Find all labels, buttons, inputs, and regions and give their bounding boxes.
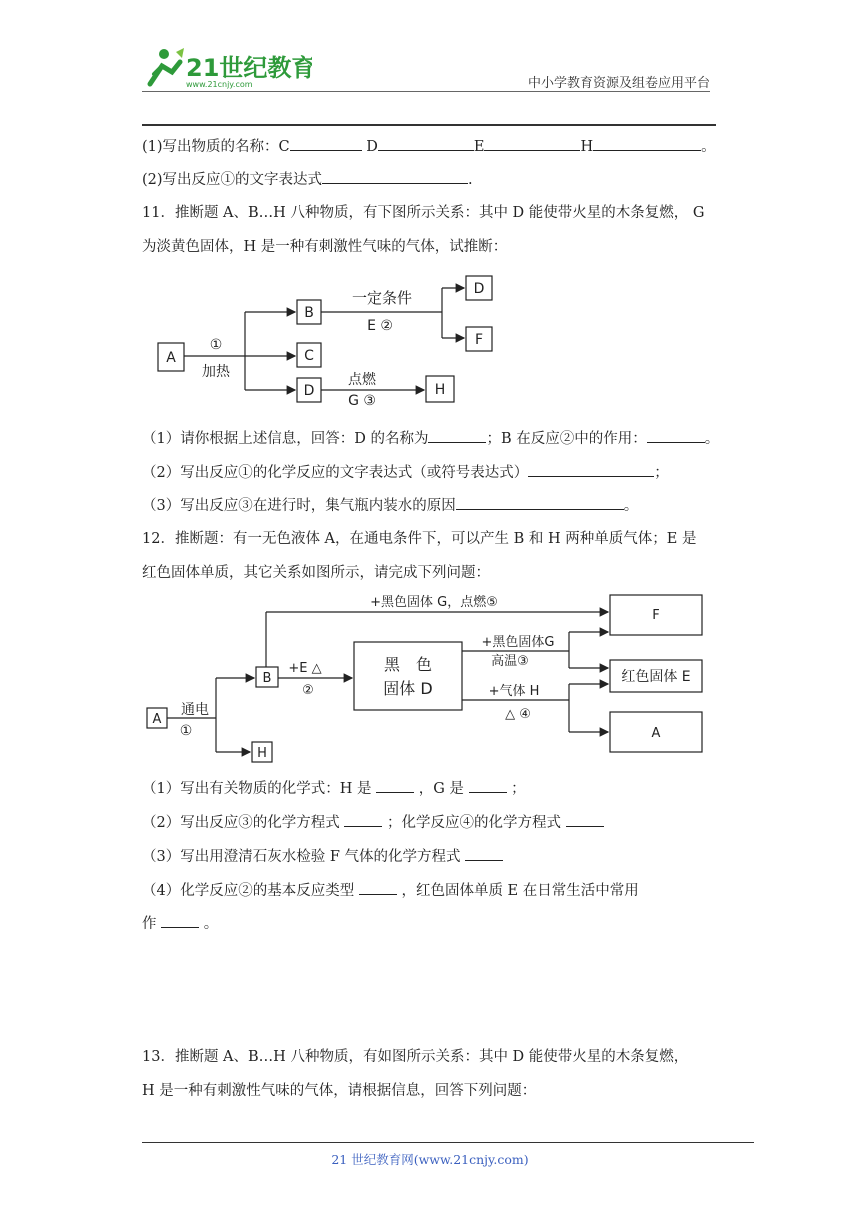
q12-part4-cont: 作 。 xyxy=(142,913,218,934)
node-B: B xyxy=(262,671,272,686)
node-F: F xyxy=(652,608,660,623)
node-E: 红色固体 E xyxy=(621,669,691,685)
footer-divider xyxy=(142,1142,754,1143)
svg-text:一定条件: 一定条件 xyxy=(351,289,413,307)
q12-stem-line1: 12．推断题：有一无色液体 A，在通电条件下，可以产生 B 和 H 两种单质气体；E 是 xyxy=(142,531,697,547)
node-A: A xyxy=(152,712,162,727)
svg-text:+黑色固体 G，点燃⑤: +黑色固体 G，点燃⑤ xyxy=(370,595,498,610)
node-A2: A xyxy=(651,726,661,741)
svg-text:△ ④: △ ④ xyxy=(505,707,531,722)
node-D-line1: 黑 色 xyxy=(383,655,433,674)
svg-text:通电: 通电 xyxy=(181,702,209,718)
node-H: H xyxy=(434,382,446,398)
node-D-line2: 固体 D xyxy=(383,679,433,698)
q11-part1: （1）请你根据上述信息，回答：D 的名称为 ；B 在反应②中的作用： 。 xyxy=(142,428,719,449)
q11-diagram xyxy=(150,268,510,416)
runner-logo-icon xyxy=(142,44,312,90)
svg-text:①: ① xyxy=(179,723,193,739)
q12-stem-line2: 红色固体单质，其它关系如图所示，请完成下列问题： xyxy=(142,565,490,581)
svg-text:G ③: G ③ xyxy=(348,393,376,409)
svg-text:点燃: 点燃 xyxy=(348,372,376,388)
q12-part3: （3）写出用澄清石灰水检验 F 气体的化学方程式 xyxy=(142,846,503,867)
content-top-rule xyxy=(142,124,716,126)
header-divider xyxy=(142,91,710,92)
q11-stem-line1: 11．推断题 A、B…H 八种物质，有下图所示关系：其中 D 能使带火星的木条复燃， G xyxy=(142,205,705,221)
svg-text:②: ② xyxy=(302,683,314,698)
q12-part4: （4）化学反应②的基本反应类型 ，红色固体单质 E 在日常生活中常用 xyxy=(142,880,639,901)
q12-part1: （1）写出有关物质的化学式：H 是 ，G 是 ； xyxy=(142,778,526,799)
svg-text:加热: 加热 xyxy=(202,364,230,380)
q13-stem-line2: H 是一种有刺激性气味的气体，请根据信息，回答下列问题： xyxy=(142,1083,537,1099)
footer-link[interactable]: 21 世纪教育网(www.21cnjy.com) xyxy=(331,1152,529,1167)
node-A: A xyxy=(166,350,176,366)
q10-part2: (2)写出反应①的文字表达式 . xyxy=(142,169,473,190)
svg-text:E ②: E ② xyxy=(367,318,393,334)
svg-text:+E △: +E △ xyxy=(288,661,322,676)
node-D: D xyxy=(303,383,315,399)
svg-text:www.21cnjy.com: www.21cnjy.com xyxy=(186,80,253,89)
node-D2: D xyxy=(473,281,485,297)
q11-part3: （3）写出反应③在进行时，集气瓶内装水的原因 。 xyxy=(142,495,638,516)
q11-stem-line2: 为淡黄色固体，H 是一种有刺激性气味的气体，试推断： xyxy=(142,239,508,255)
q12-diagram xyxy=(140,588,710,766)
svg-text:+气体 H: +气体 H xyxy=(488,684,540,699)
platform-title: 中小学教育资源及组卷应用平台 xyxy=(527,76,710,91)
node-F: F xyxy=(474,332,484,348)
node-C: C xyxy=(304,348,314,364)
node-B: B xyxy=(304,305,314,321)
svg-text:21世纪教育: 21世纪教育 xyxy=(186,54,312,82)
q10-part1: (1)写出物质的名称：C D E H 。 xyxy=(142,136,716,157)
q12-part2: （2）写出反应③的化学方程式 ；化学反应④的化学方程式 xyxy=(142,812,604,833)
q11-part2: （2）写出反应①的化学反应的文字表达式（或符号表达式） ； xyxy=(142,462,669,483)
q13-stem-line1: 13．推断题 A、B…H 八种物质，有如图所示关系：其中 D 能使带火星的木条复燃， xyxy=(142,1049,689,1065)
svg-text:+黑色固体G: +黑色固体G xyxy=(481,635,555,650)
svg-text:①: ① xyxy=(209,337,223,353)
site-logo xyxy=(142,44,312,90)
node-H: H xyxy=(257,746,267,761)
svg-text:高温③: 高温③ xyxy=(491,654,529,669)
